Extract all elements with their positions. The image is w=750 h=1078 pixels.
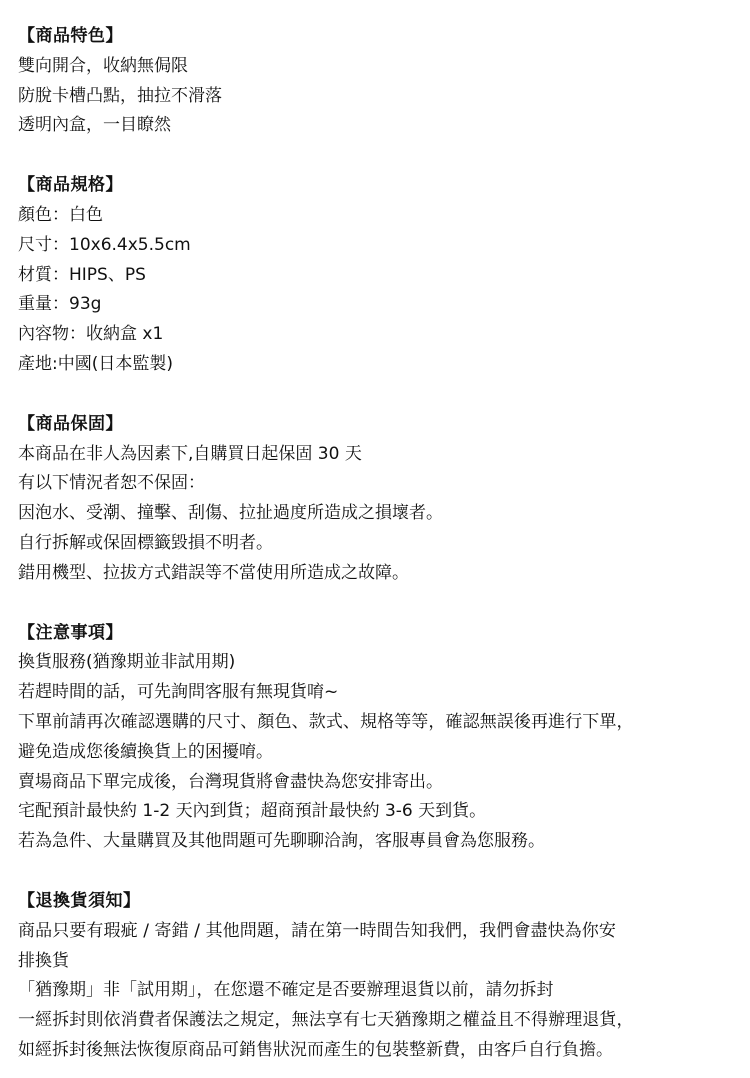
text-line: 透明內盒，一目瞭然 — [18, 115, 171, 136]
text-line: 若趕時間的話，可先詢問客服有無現貨唷~ — [18, 682, 339, 703]
text-line: 自行拆解或保固標籤毀損不明者。 — [18, 532, 273, 553]
section-heading: 【商品保固】 — [18, 413, 123, 434]
text-line: 一經拆封則依消費者保護法之規定，無法享有七天猶豫期之權益且不得辦理退貨， — [18, 1010, 634, 1031]
section-notices — [18, 619, 734, 857]
product-description — [18, 22, 734, 1066]
section-specifications — [18, 171, 734, 380]
section-features — [18, 22, 734, 141]
text-line: 因泡水、受潮、撞擊、刮傷、拉扯過度所造成之損壞者。 — [18, 503, 443, 524]
text-line: 防脫卡槽凸點，抽拉不滑落 — [18, 85, 222, 106]
text-line: 換貨服務(猶豫期並非試用期) — [18, 652, 236, 673]
text-line: 產地:中國(日本監製) — [18, 353, 173, 374]
section-heading: 【退換貨須知】 — [18, 890, 141, 911]
section-heading: 【注意事項】 — [18, 622, 123, 643]
text-line: 重量：93g — [18, 294, 102, 315]
text-line: 「猶豫期」非「試用期」，在您還不確定是否要辦理退貨以前，請勿拆封 — [18, 980, 554, 1001]
text-line: 避免造成您後續換貨上的困擾唷。 — [18, 741, 273, 762]
text-line: 商品只要有瑕疵 / 寄錯 / 其他問題，請在第一時間告知我們，我們會盡快為你安 — [18, 920, 616, 941]
text-line: 尺寸：10x6.4x5.5cm — [18, 234, 191, 255]
section-heading: 【商品特色】 — [18, 26, 123, 46]
text-line: 若為急件、大量購買及其他問題可先聊聊洽詢，客服專員會為您服務。 — [18, 831, 545, 852]
section-warranty — [18, 410, 734, 589]
text-line: 本商品在非人為因素下,自購買日起保固 30 天 — [18, 443, 362, 464]
text-line: 內容物：收納盒 x1 — [18, 324, 164, 345]
text-line: 有以下情況者恕不保固： — [18, 473, 205, 494]
text-line: 顏色：白色 — [18, 204, 103, 225]
text-line: 如經拆封後無法恢復原商品可銷售狀況而產生的包裝整新費，由客戶自行負擔。 — [18, 1039, 613, 1060]
text-line: 材質：HIPS、PS — [18, 264, 146, 285]
text-line: 下單前請再次確認選購的尺寸、顏色、款式、規格等等，確認無誤後再進行下單， — [18, 711, 634, 732]
section-returns — [18, 887, 734, 1066]
text-line: 雙向開合，收納無侷限 — [18, 55, 188, 76]
text-line: 排換貨 — [18, 950, 69, 971]
text-line: 錯用機型、拉拔方式錯誤等不當使用所造成之故障。 — [18, 562, 409, 583]
section-heading: 【商品規格】 — [18, 175, 123, 196]
text-line: 賣場商品下單完成後，台灣現貨將會盡快為您安排寄出。 — [18, 771, 443, 792]
text-line: 宅配預計最快約 1-2 天內到貨；超商預計最快約 3-6 天到貨。 — [18, 801, 487, 822]
